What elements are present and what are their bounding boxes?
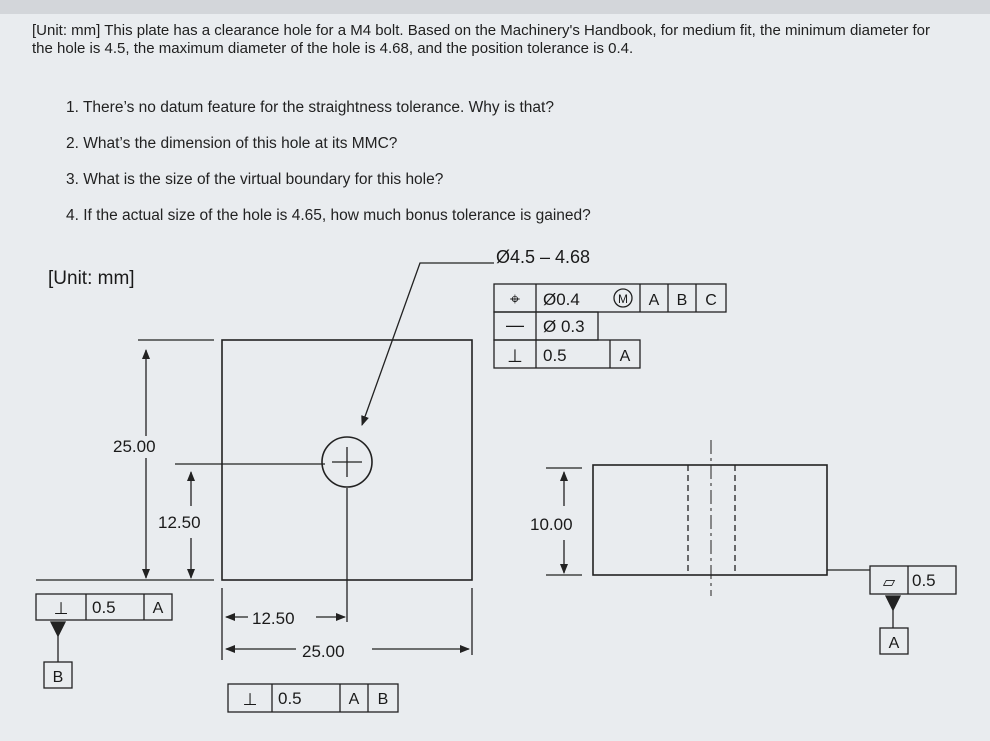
straightness-symbol-icon: — bbox=[506, 315, 524, 335]
flatness-symbol-icon: ▱ bbox=[882, 574, 896, 591]
dim-hole-y: 12.50 bbox=[158, 513, 201, 532]
datum-b-label: B bbox=[52, 669, 64, 686]
flatness-tolerance: 0.5 bbox=[912, 571, 936, 590]
perpendicularity-symbol-icon: ⊥ bbox=[507, 346, 523, 366]
datum-b-triangle-icon bbox=[51, 622, 65, 636]
question-1: 1. There’s no datum feature for the straightness tolerance. Why is that? bbox=[66, 99, 554, 116]
dim-thickness: 10.00 bbox=[530, 515, 573, 534]
position-datum-a: A bbox=[648, 292, 660, 309]
position-datum-c: C bbox=[705, 292, 717, 309]
perp-bottom-symbol-icon: ⊥ bbox=[242, 690, 258, 709]
perp-bottom-tolerance: 0.5 bbox=[278, 689, 302, 708]
dim-hole-x: 12.50 bbox=[252, 609, 295, 628]
question-2: 2. What’s the dimension of this hole at its MMC? bbox=[66, 135, 398, 152]
straightness-tolerance: Ø 0.3 bbox=[543, 317, 585, 336]
fcf-position bbox=[494, 284, 726, 312]
plate-side-view bbox=[593, 465, 827, 575]
perp-bottom-datum-b: B bbox=[377, 691, 389, 708]
perp-left-tolerance: 0.5 bbox=[92, 598, 116, 617]
unit-label: [Unit: mm] bbox=[48, 268, 135, 289]
hole-size: Ø4.5 – 4.68 bbox=[496, 247, 591, 267]
perp-bottom-datum-a: A bbox=[348, 691, 360, 708]
position-symbol-icon: ⌖ bbox=[509, 289, 521, 309]
datum-a-label: A bbox=[888, 635, 900, 652]
dim-width: 25.00 bbox=[302, 642, 345, 661]
problem-statement: [Unit: mm] This plate has a clearance hole for a M4 bolt. Based on the Machinery's Handbook, for medium fit, the minimum diameter for the hole is 4.5, the maximum diameter of the hole is 4.68, and the position tolerance is 0.4. bbox=[32, 22, 930, 57]
position-datum-b: B bbox=[676, 292, 688, 309]
dim-height: 25.00 bbox=[113, 437, 156, 456]
position-tolerance: Ø0.4 bbox=[543, 290, 580, 309]
perp-left-symbol-icon: ⊥ bbox=[53, 599, 69, 618]
question-4: 4. If the actual size of the hole is 4.65, how much bonus tolerance is gained? bbox=[66, 207, 591, 224]
perp-hole-tolerance: 0.5 bbox=[543, 346, 567, 365]
hole-leader bbox=[362, 263, 494, 425]
perp-left-datum: A bbox=[152, 600, 164, 617]
mmc-modifier: M bbox=[618, 292, 628, 306]
perp-hole-datum: A bbox=[619, 348, 631, 365]
question-3: 3. What is the size of the virtual boundary for this hole? bbox=[66, 171, 444, 188]
datum-a-triangle-icon bbox=[886, 596, 900, 610]
